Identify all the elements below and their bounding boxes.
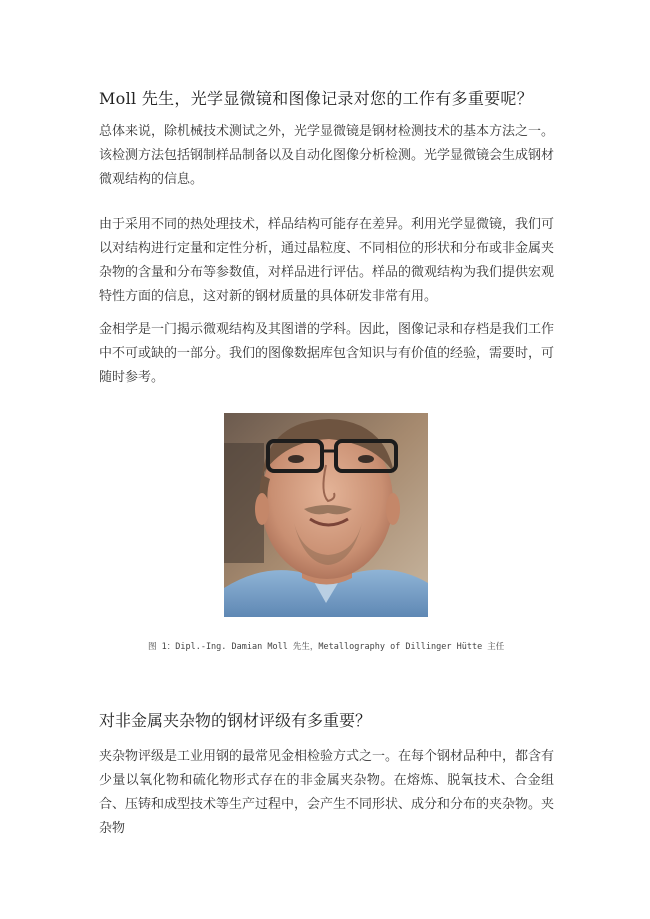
figure-caption: 图 1：Dipl.-Ing. Damian Moll 先生，Metallography of Dillinger Hütte 主任 <box>148 642 505 652</box>
body-paragraph: 总体来说，除机械技术测试之外，光学显微镜是钢材检测技术的基本方法之一。该检测方法包括钢制样品制备以及自动化图像分析检测。光学显微镜会生成钢材微观结构的信息。 <box>99 124 555 187</box>
section-heading: 对非金属夹杂物的钢材评级有多重要？ <box>99 711 372 730</box>
body-paragraph: 夹杂物评级是工业用钢的最常见金相检验方式之一。在每个钢材品种中，都含有少量以氧化物和硫化物形式存在的非金属夹杂物。在熔炼、脱氧技术、合金组合、压铸和成型技术等生产过程中，会产生不同形状、成分和分布的夹杂物。夹杂物 <box>99 749 555 836</box>
body-paragraph: 由于采用不同的热处理技术，样品结构可能存在差异。利用光学显微镜，我们可以对结构进行定量和定性分析，通过晶粒度、不同相位的形状和分布或非金属夹杂物的含量和分布等参数值，对样品进行评估。样品的微观结构为我们提供宏观特性方面的信息，这对新的钢材质量的具体研发非常有用。 <box>99 217 555 304</box>
section-heading: Moll 先生，光学显微镜和图像记录对您的工作有多重要呢？ <box>99 89 534 108</box>
portrait-photo <box>224 413 428 617</box>
body-paragraph: 金相学是一门揭示微观结构及其图谱的学科。因此，图像记录和存档是我们工作中不可或缺的一部分。我们的图像数据库包含知识与有价值的经验，需要时，可随时参考。 <box>99 322 555 385</box>
